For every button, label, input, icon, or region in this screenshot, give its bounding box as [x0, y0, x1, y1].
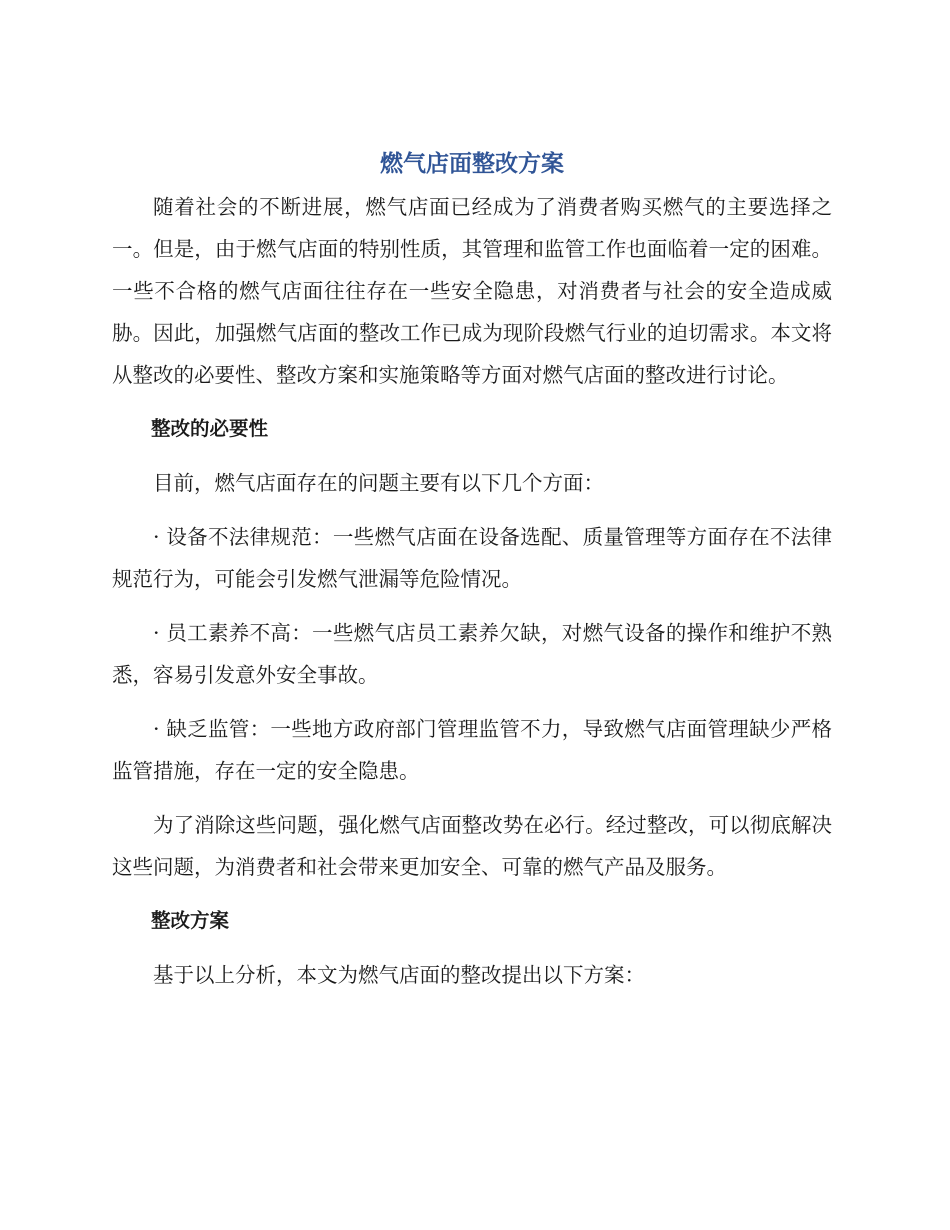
bullet-staff: · 员工素养不高：一些燃气店员工素养欠缺，对燃气设备的操作和维护不熟悉，容易引发意外安全事故。: [112, 621, 832, 687]
section-heading-necessity: 整改的必要性: [151, 417, 269, 440]
necessity-conclusion-paragraph: 为了消除这些问题，强化燃气店面整改势在必行。经过整改，可以彻底解决这些问题，为消费者和社会带来更加安全、可靠的燃气产品及服务。: [112, 813, 832, 879]
bullet-supervision: · 缺乏监管：一些地方政府部门管理监管不力，导致燃气店面管理缺少严格监管措施，存在一定的安全隐患。: [112, 717, 832, 783]
document-title: 燃气店面整改方案: [380, 151, 564, 177]
necessity-lead-paragraph: 目前，燃气店面存在的问题主要有以下几个方面：: [153, 471, 604, 495]
bullet-equipment: · 设备不法律规范：一些燃气店面在设备选配、质量管理等方面存在不法律规范行为，可能会引发燃气泄漏等危险情况。: [112, 525, 832, 591]
intro-paragraph: 随着社会的不断进展，燃气店面已经成为了消费者购买燃气的主要选择之一。但是，由于燃气店面的特别性质，其管理和监管工作也面临着一定的困难。一些不合格的燃气店面往往存在一些安全隐患，对消费者与社会的安全造成威胁。因此，加强燃气店面的整改工作已成为现阶段燃气行业的迫切需求。本文将从整改的必要性、整改方案和实施策略等方面对燃气店面的整改进行讨论。: [112, 195, 832, 387]
document-body: [112, 142, 832, 996]
plan-lead-paragraph: 基于以上分析，本文为燃气店面的整改提出以下方案：: [153, 963, 645, 987]
section-heading-plan: 整改方案: [151, 909, 230, 932]
